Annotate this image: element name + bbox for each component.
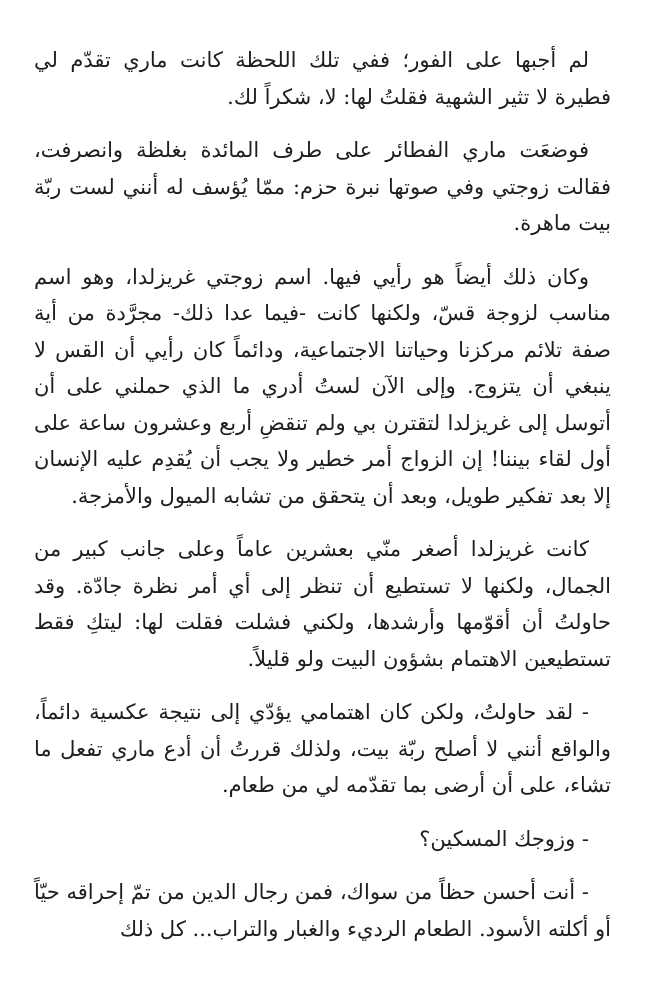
book-page xyxy=(34,42,611,964)
dialogue-line-3: - أنت أحسن حظاً من سواك، فمن رجال الدين من تمّ إحراقه حيّاً أو أكلته الأسود. الطعام الرديء والغبار والتراب... كل ذلك xyxy=(34,880,611,941)
paragraph-1: لم أجبها على الفور؛ ففي تلك اللحظة كانت ماري تقدّم لي فطيرة لا تثير الشهية فقلتُ لها: لا، شكراً لك. xyxy=(34,48,611,109)
dialogue-line-1: - لقد حاولتُ، ولكن كان اهتمامي يؤدّي إلى نتيجة عكسية دائماً، والواقع أنني لا أصلح ربّة بيت، ولذلك قررتُ أن أدع ماري تفعل ما تشاء، على أن أرضى بما تقدّمه لي من طعام. xyxy=(34,700,611,797)
paragraph-4: كانت غريزلدا أصغر منّي بعشرين عاماً وعلى جانب كبير من الجمال، ولكنها لا تستطيع أن تنظر إلى أي أمر نظرة جادّة. وقد حاولتُ أن أقوّمها وأرشدها، ولكني فشلت فقلت لها: ليتكِ فقط تستطيعين الاهتمام بشؤون البيت ولو قليلاً. xyxy=(34,537,611,671)
paragraph-2: فوضعَت ماري الفطائر على طرف المائدة بغلظة وانصرفت، فقالت زوجتي وفي صوتها نبرة حزم: ممّا يُؤسف له أنني لست ربّة بيت ماهرة. xyxy=(34,138,611,235)
paragraph-3: وكان ذلك أيضاً هو رأيي فيها. اسم زوجتي غريزلدا، وهو اسم مناسب لزوجة قسّ، ولكنها كانت -فيما عدا ذلك- مجرَّدة من أية صفة تلائم مركزنا وحياتنا الاجتماعية، ودائماً كان رأيي أن القس لا ينبغي أن يتزوج. وإلى الآن لستُ أدري ما الذي حملني على أن أتوسل إلى غريزلدا لتقترن بي ولم تنقضِ أربع وعشرون ساعة على أول لقاء بيننا! إن الزواج أمر خطير ولا يجب أن يُقدِم عليه الإنسان إلا بعد تفكير طويل، وبعد أن يتحقق من تشابه الميول والأمزجة. xyxy=(34,264,611,508)
dialogue-line-2: - وزوجك المسكين؟ xyxy=(419,826,589,851)
